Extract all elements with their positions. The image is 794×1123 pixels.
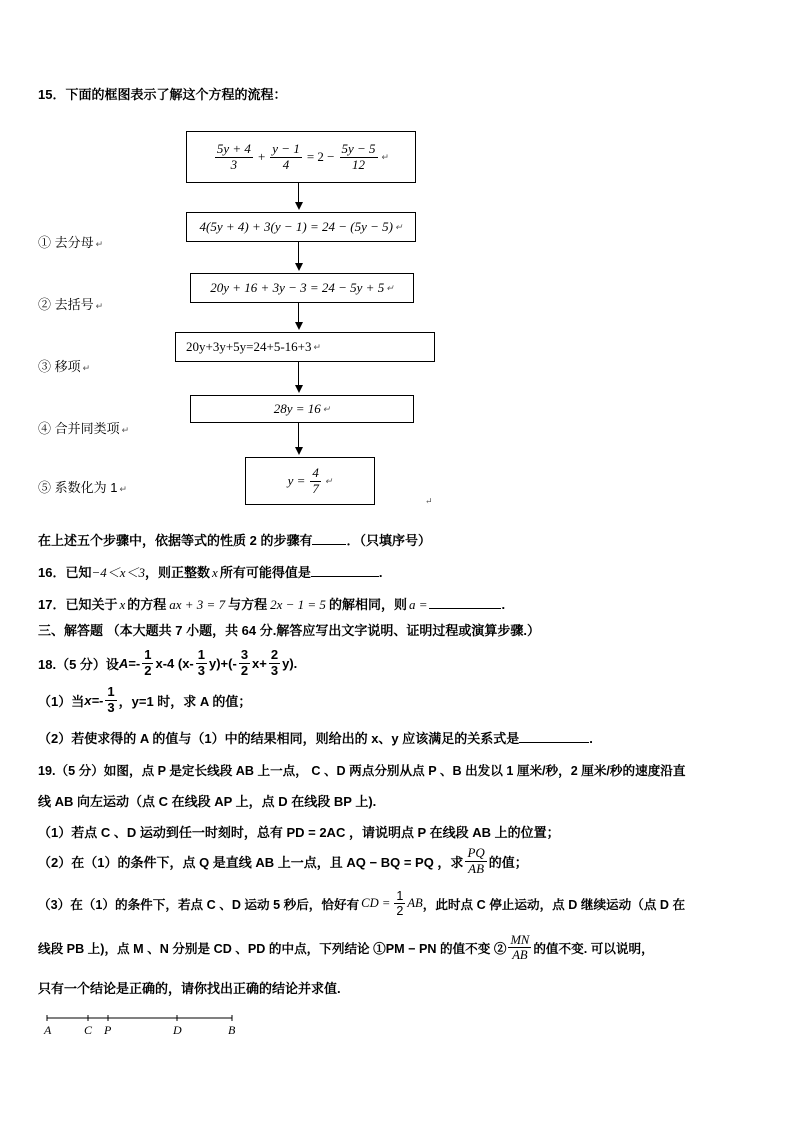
equation: 28y = 16 <box>273 401 321 416</box>
answer-blank[interactable] <box>311 576 379 577</box>
frac-den: 3 <box>230 156 238 172</box>
return-mark-icon: ↵ <box>381 151 390 162</box>
arrow-line <box>298 423 299 448</box>
q19-part3: （3）在（1）的条件下，若点 C 、D 运动 5 秒后，恰好有 CD = $\frac{1}{2}$ AB ，此时点 C 停止运动，点 D 继续运动（点 D 在 <box>38 889 686 919</box>
frac-den: 12 <box>352 156 366 172</box>
frac-num: 5y + 4 <box>216 140 251 156</box>
point-label-b: B <box>228 1023 236 1037</box>
q19-part3-line3: 只有一个结论是正确的，请你找出正确的结论并求值. <box>38 981 341 996</box>
return-mark-icon: ↵ <box>322 403 331 414</box>
frac-den: 7 <box>312 480 319 496</box>
q15-title: 15．下面的框图表示了解这个方程的流程： <box>38 87 287 102</box>
q18-part2: （2）若使求得的 A 的值与（1）中的结果相同，则给出的 x、y 应该满足的关系式是 . <box>38 731 593 746</box>
q18-head: 18.（5 分）设 A =- $\frac{1}{2}$ x-4 (x- $\frac{1}{3}$ y)+(- $\frac{3}{2}$ x+ $\frac{2}{3}$ y). <box>38 647 298 678</box>
step-label-3: ③ 移项 ↵ <box>38 359 91 374</box>
step-label-1: ① 去分母 ↵ <box>38 235 104 250</box>
equation: 20y+3y+5y=24+5-16+3 <box>186 339 312 354</box>
return-mark-icon: ↵ <box>425 496 433 506</box>
frac-num: 5y − 5 <box>341 140 376 156</box>
flow-box-3 <box>190 273 414 303</box>
step-label-2: ② 去括号 ↵ <box>38 297 104 312</box>
point-label-a: A <box>44 1023 52 1037</box>
arrow-down-icon <box>295 447 303 455</box>
equation-lhs: y = <box>287 473 306 488</box>
arrow-line <box>298 303 299 323</box>
return-mark-icon: ↵ <box>313 341 322 352</box>
arrow-down-icon <box>295 385 303 393</box>
section-3-heading: 三、解答题 （本大题共 7 小题，共 64 分.解答应写出文字说明、证明过程或演算步骤.） <box>38 623 540 638</box>
q15-question: 在上述五个步骤中，依据等式的性质 2 的步骤有 ．（只填序号） <box>38 533 431 548</box>
flow-box-1 <box>186 131 416 183</box>
q19-part2: （2）在（1）的条件下，点 Q 是直线 AB 上一点，且 AQ − BQ = PQ ，求 $\frac{PQ}{AB}$ 的值； <box>38 845 528 876</box>
segment-figure <box>40 1012 240 1038</box>
q19-line1: 19.（5 分）如图，点 P 是定长线段 AB 上一点， C 、D 两点分别从点 P 、B 出发以 1 厘米/秒，2 厘米/秒的速度沿直 <box>38 764 686 778</box>
equals: = 2 − <box>306 149 335 164</box>
flow-box-5 <box>190 395 414 423</box>
point-label-c: C <box>84 1023 93 1037</box>
answer-blank[interactable] <box>312 544 346 545</box>
arrow-line <box>298 362 299 386</box>
step-label-5: ⑤ 系数化为 1 ↵ <box>38 480 128 495</box>
q19-part3-line2: 线段 PB 上)，点 M 、N 分别是 CD 、PD 的中点，下列结论 ①PM − PN 的值不变 ② $\frac{MN}{AB}$ 的值不变. 可以说明， <box>38 933 654 963</box>
return-mark-icon: ↵ <box>324 475 333 486</box>
q19-line2: 线 AB 向左运动（点 C 在线段 AP 上，点 D 在线段 BP 上). <box>38 794 377 809</box>
flow-box-2 <box>186 212 416 242</box>
q17: 17．已知关于 x 的方程 ax + 3 = 7 与方程 2x − 1 = 5 的解相同，则 a = . <box>38 597 506 612</box>
q16: 16．已知−4＜x＜3，则正整数 x 所有可能得值是 . <box>38 565 383 580</box>
operator: + <box>257 149 266 164</box>
arrow-down-icon <box>295 322 303 330</box>
arrow-down-icon <box>295 263 303 271</box>
return-mark-icon: ↵ <box>394 221 403 232</box>
q19-part1: （1）若点 C 、D 运动到任一时刻时，总有 PD = 2AC ，请说明点 P 在线段 AB 上的位置； <box>38 825 560 840</box>
arrow-line <box>298 242 299 264</box>
return-mark-icon: ↵ <box>386 282 394 293</box>
point-label-d: D <box>173 1023 182 1037</box>
equation: 4(5y + 4) + 3(y − 1) = 24 − (5y − 5) <box>199 219 393 234</box>
frac-num: 4 <box>312 464 319 480</box>
frac-den: 4 <box>282 156 290 172</box>
arrow-down-icon <box>295 202 303 210</box>
q18-part1: （1）当 x=- $\frac{1}{3}$ ，y=1 时，求 A 的值； <box>38 684 252 715</box>
equation: 20y + 16 + 3y − 3 = 24 − 5y + 5 <box>210 280 385 295</box>
flow-box-4 <box>175 332 435 362</box>
flow-box-6 <box>245 457 375 505</box>
step-label-4: ④ 合并同类项 ↵ <box>38 421 130 436</box>
answer-blank[interactable] <box>429 608 501 609</box>
frac-num: y − 1 <box>272 140 300 156</box>
answer-blank[interactable] <box>519 742 589 743</box>
arrow-line <box>298 183 299 203</box>
point-label-p: P <box>104 1023 112 1037</box>
